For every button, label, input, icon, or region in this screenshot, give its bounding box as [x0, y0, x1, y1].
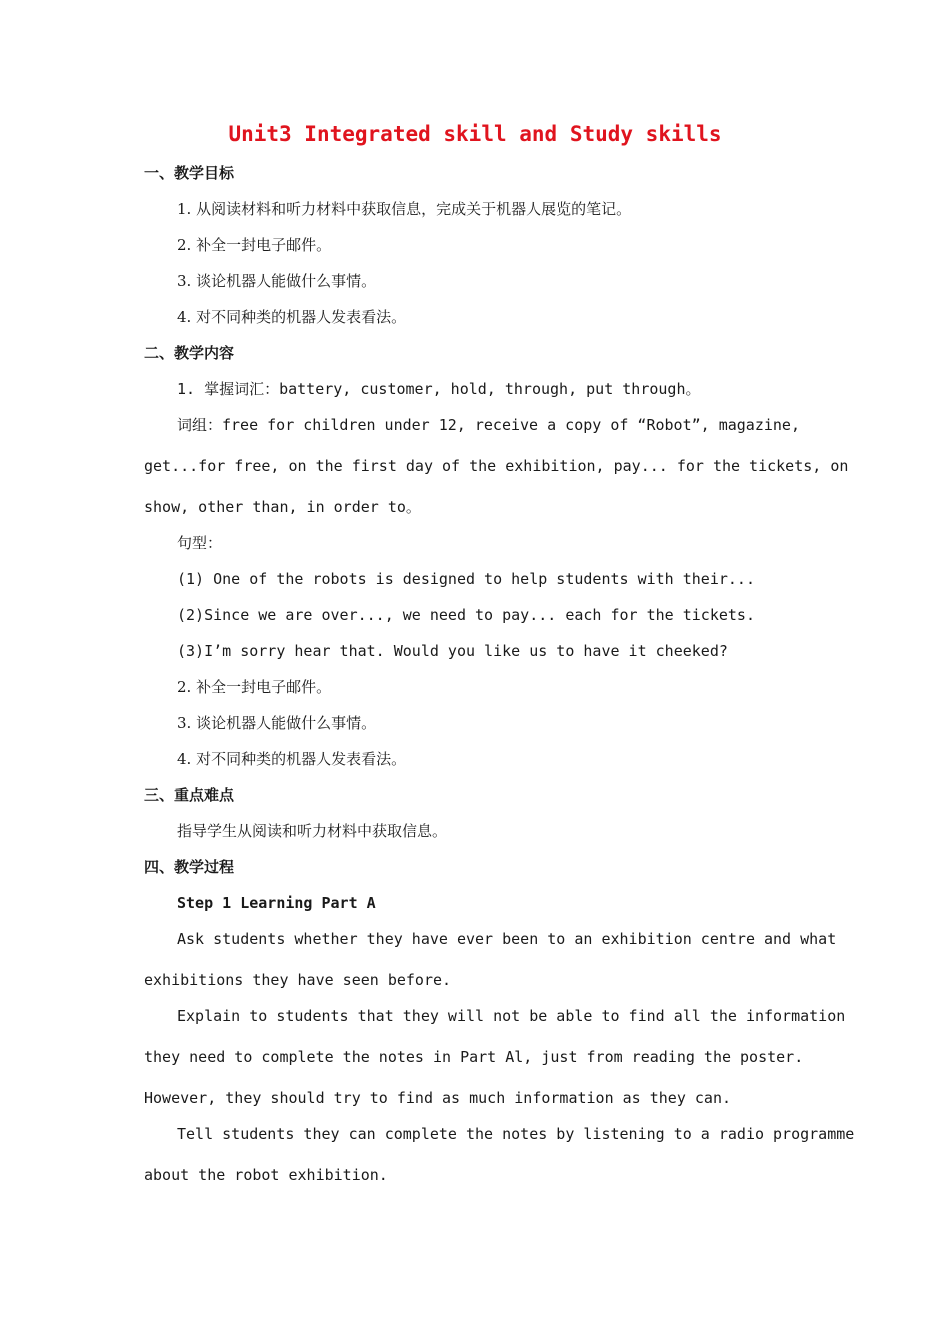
paragraph-line: Explain to students that they will not be able to find all the information	[177, 1007, 846, 1025]
paragraph-line: However, they should try to find as much information as they can.	[144, 1089, 731, 1107]
section-heading-objectives: 一、教学目标	[144, 164, 235, 182]
sentence-pattern: (3)I’m sorry hear that. Would you like us to have it cheeked?	[177, 642, 728, 660]
paragraph-line: Tell students they can complete the notes by listening to a radio programme	[177, 1125, 855, 1143]
paragraph-line: they need to complete the notes in Part Al, just from reading the poster.	[144, 1048, 804, 1066]
content-item: 3. 谈论机器人能做什么事情。	[177, 714, 377, 732]
phrases-line: get...for free, on the first day of the exhibition, pay... for the tickets, on	[144, 457, 849, 475]
vocab-line: 1. 掌握词汇：battery, customer, hold, through, put through。	[177, 380, 701, 398]
phrases-line: 词组：free for children under 12, receive a copy of “Robot”, magazine,	[177, 416, 800, 434]
section-heading-key-points: 三、重点难点	[144, 786, 235, 804]
objective-item: 4. 对不同种类的机器人发表看法。	[177, 308, 407, 326]
sentence-label: 句型：	[177, 534, 223, 552]
section-heading-content: 二、教学内容	[144, 344, 235, 362]
paragraph-line: exhibitions they have seen before.	[144, 971, 452, 989]
paragraph-line: Ask students whether they have ever been to an exhibition centre and what	[177, 930, 837, 948]
key-points-text: 指导学生从阅读和听力材料中获取信息。	[177, 822, 448, 840]
objective-item: 2. 补全一封电子邮件。	[177, 236, 332, 254]
paragraph-line: about the robot exhibition.	[144, 1166, 388, 1184]
content-item: 4. 对不同种类的机器人发表看法。	[177, 750, 407, 768]
sentence-pattern: (1) One of the robots is designed to help students with their...	[177, 570, 755, 588]
section-heading-process: 四、教学过程	[144, 858, 235, 876]
step-heading: Step 1 Learning Part A	[177, 894, 376, 912]
sentence-pattern: (2)Since we are over..., we need to pay... each for the tickets.	[177, 606, 755, 624]
document-title: Unit3 Integrated skill and Study skills	[228, 122, 722, 146]
objective-item: 1. 从阅读材料和听力材料中获取信息，完成关于机器人展览的笔记。	[177, 200, 632, 218]
phrases-line: show, other than, in order to。	[144, 498, 421, 516]
objective-item: 3. 谈论机器人能做什么事情。	[177, 272, 377, 290]
content-item: 2. 补全一封电子邮件。	[177, 678, 332, 696]
